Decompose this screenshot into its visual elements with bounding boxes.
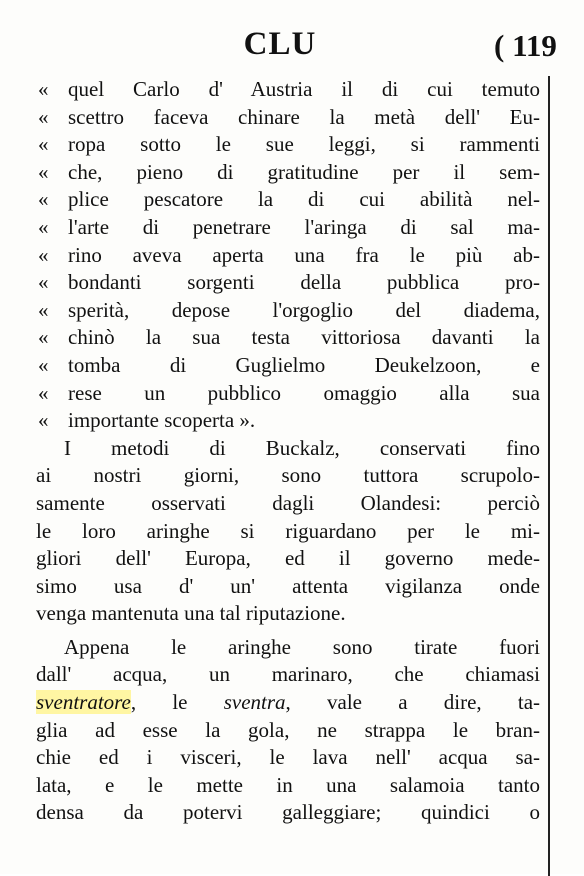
- text-line: [36, 689, 548, 717]
- quoted-line: [36, 352, 548, 380]
- quoted-line: [36, 297, 548, 325]
- quoted-line: [36, 186, 548, 214]
- text-line: lata, e le mette in una salamoia tanto: [36, 772, 540, 797]
- quote-mark: «: [38, 242, 49, 267]
- line-text: bondanti sorgenti della pubblica pro-: [68, 270, 540, 295]
- line-text: tomba di Guglielmo Deukelzoon, e: [68, 352, 540, 377]
- text-line: glia ad esse la gola, ne strappa le bran-: [36, 717, 540, 742]
- header-title: CLU: [243, 26, 317, 62]
- quote-mark: «: [38, 270, 49, 295]
- line-text: sperità, depose l'orgoglio del diadema,: [68, 297, 540, 322]
- quote-mark: «: [38, 408, 49, 433]
- quote-mark: «: [38, 159, 49, 184]
- running-header: [0, 26, 584, 70]
- quoted-passage: [36, 76, 548, 435]
- quoted-line: [36, 380, 548, 408]
- text-line: samente osservati dagli Olandesi: perciò: [36, 490, 540, 515]
- quote-mark: «: [38, 352, 49, 377]
- text-line: Appena le aringhe sono tirate fuori: [64, 634, 540, 659]
- quote-mark: «: [38, 297, 49, 322]
- quoted-line: [36, 76, 548, 104]
- quoted-line: [36, 104, 548, 132]
- text-line: dall' acqua, un marinaro, che chiamasi: [36, 662, 540, 687]
- paragraph-process: [36, 634, 548, 827]
- text-fragment: , vale a dire, ta-: [285, 690, 541, 715]
- page-number: ( 119: [494, 28, 557, 63]
- text-line: gliori dell' Europa, ed il governo mede-: [36, 546, 540, 571]
- quote-mark: «: [38, 380, 49, 405]
- quote-mark: «: [38, 104, 49, 129]
- text-line: densa da potervi galleggiare; quindici o: [36, 800, 540, 825]
- quoted-line: [36, 324, 548, 352]
- italic-term: sventra: [223, 690, 286, 715]
- line-text: che, pieno di gratitudine per il sem-: [68, 159, 540, 184]
- line-text: scettro faceva chinare la metà dell' Eu-: [68, 104, 540, 129]
- line-text: rese un pubblico omaggio alla sua: [68, 380, 540, 405]
- quoted-line: [36, 242, 548, 270]
- quote-mark: «: [38, 132, 49, 157]
- line-text: chinò la sua testa vittoriosa davanti la: [68, 325, 540, 350]
- highlighted-term: sventratore: [36, 690, 131, 715]
- line-text: plice pescatore la di cui abilità nel-: [68, 187, 540, 212]
- quote-mark: «: [38, 214, 49, 239]
- text-line: venga mantenuta una tal riputazione.: [36, 601, 346, 626]
- text-column: [36, 76, 550, 876]
- quote-mark: «: [38, 325, 49, 350]
- quote-mark: «: [38, 77, 49, 101]
- quoted-line: [36, 407, 548, 435]
- text-line: simo usa d' un' attenta vigilanza onde: [36, 573, 540, 598]
- line-text: quel Carlo d' Austria il di cui temuto: [68, 77, 540, 101]
- line-text: ropa sotto le sue leggi, si rammenti: [68, 132, 540, 157]
- quoted-line: [36, 269, 548, 297]
- text-fragment: , le: [130, 690, 224, 715]
- line-text: rino aveva aperta una fra le più ab-: [68, 242, 540, 267]
- paragraph-methods: [36, 435, 548, 628]
- text-line: le loro aringhe si riguardano per le mi-: [36, 518, 540, 543]
- quoted-line: [36, 131, 548, 159]
- line-text: importante scoperta ».: [68, 408, 256, 433]
- quoted-line: [36, 159, 548, 187]
- text-line: chie ed i visceri, le lava nell' acqua sa-: [36, 745, 540, 770]
- quoted-line: [36, 214, 548, 242]
- text-line: I metodi di Buckalz, conservati fino: [64, 435, 540, 460]
- line-text: l'arte di penetrare l'aringa di sal ma-: [68, 214, 540, 239]
- quote-mark: «: [38, 187, 49, 212]
- text-line: ai nostri giorni, sono tuttora scrupolo-: [36, 463, 540, 488]
